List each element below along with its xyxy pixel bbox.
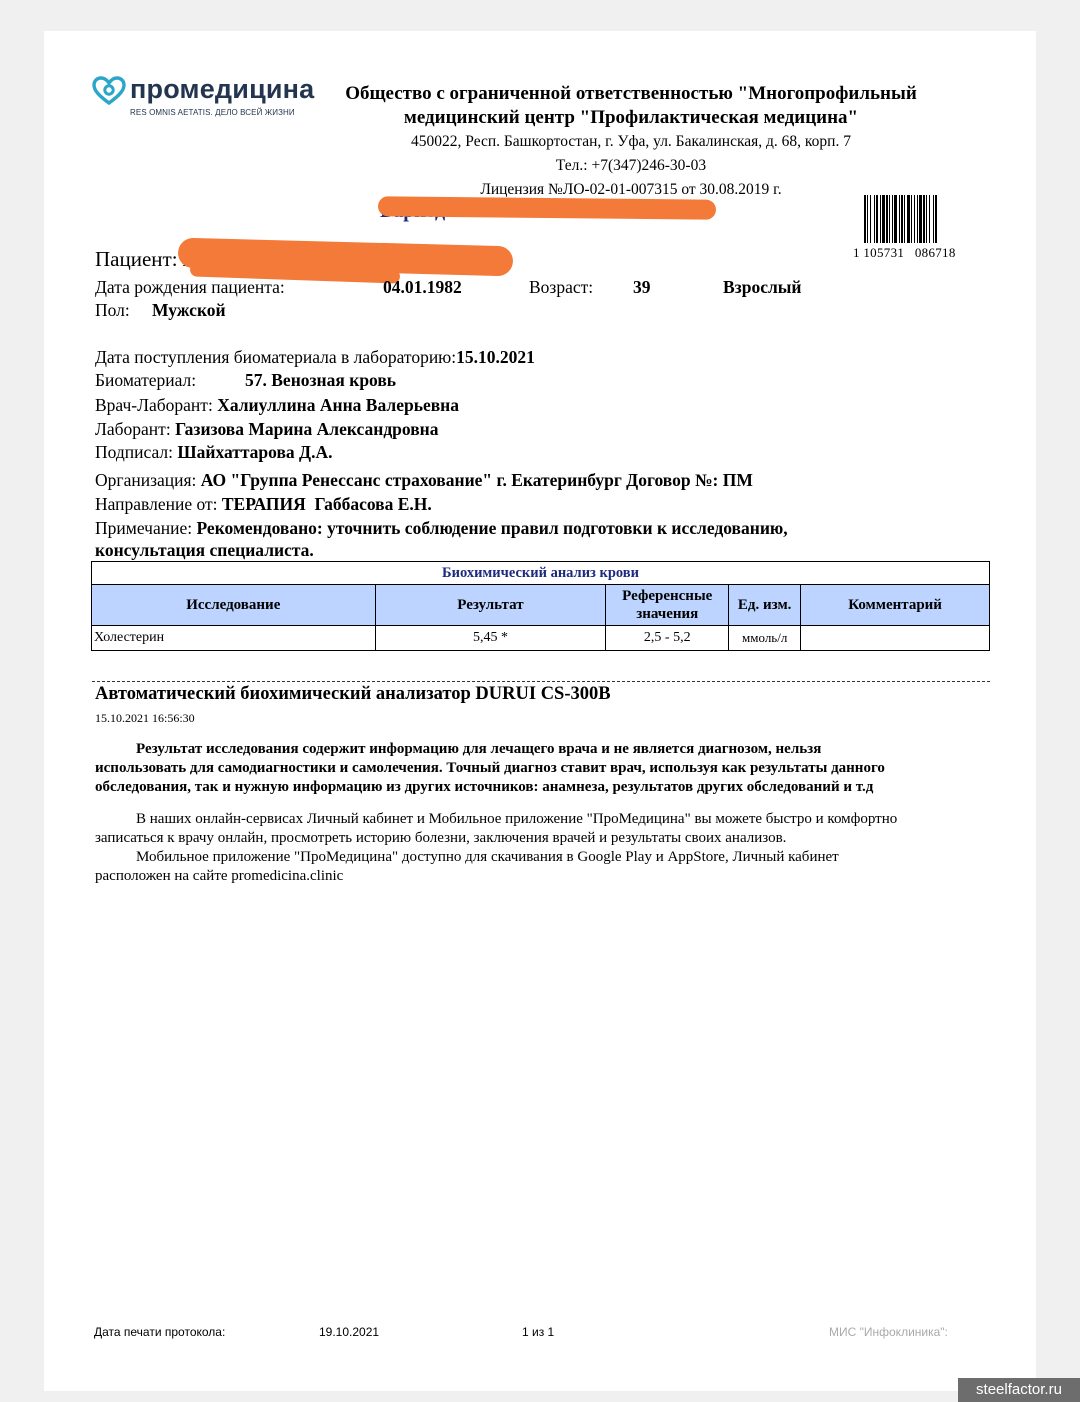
unit-cell: ммоль/л [729, 626, 801, 651]
note-row [95, 518, 788, 539]
referral-value: ТЕРАПИЯ Габбасова Е.Н. [221, 494, 432, 514]
doctor-value: Халиуллина Анна Валерьевна [217, 395, 460, 415]
site-watermark: steelfactor.ru [958, 1378, 1080, 1402]
organization-header [300, 82, 962, 202]
received-value: 15.10.2021 [456, 347, 535, 367]
org-license: Лицензия №ЛО-02-01-007315 от 30.08.2019 г. [480, 181, 782, 198]
table-caption: Биохимический анализ крови [92, 562, 990, 585]
age-category: Взрослый [723, 277, 802, 297]
print-date-value: 19.10.2021 [319, 1325, 380, 1339]
barcode-bar [889, 195, 890, 243]
analyzer-timestamp: 15.10.2021 16:56:30 [95, 711, 195, 725]
dob-label: Дата рождения пациента: [95, 277, 285, 297]
barcode-bar [923, 195, 925, 243]
disclaimer-line: обследования, так и нужную информацию из других источников: анамнеза, результатов других обследований и т.д [95, 779, 874, 795]
barcode-bar [892, 195, 893, 243]
logo-wordmark: промедицина [130, 74, 315, 104]
barcode-bar [911, 195, 912, 243]
note-value-line1: Рекомендовано: уточнить соблюдение правил подготовки к исследованию, [196, 518, 788, 538]
biomaterial-value: 57. Венозная кровь [245, 370, 397, 390]
patient-label: Пациент: [95, 247, 178, 271]
system-name: МИС "Инфоклиника": [829, 1325, 948, 1339]
dob-value: 04.01.1982 [383, 277, 462, 297]
barcode-bar [935, 195, 937, 243]
barcode-bar [914, 195, 915, 243]
info-line: В наших онлайн-сервисах Личный кабинет и Мобильное приложение "ПроМедицина" вы можете быстро и комфортно [136, 811, 898, 827]
column-header: Результат [375, 585, 606, 626]
org-name-line1: Общество с ограниченной ответственностью "Многопрофильный [345, 83, 917, 104]
disclaimer-line: использовать для самодиагностики и самолечения. Точный диагноз ставит врач, используя как результаты данного [95, 760, 885, 776]
table-row [92, 626, 990, 651]
org-address: 450022, Респ. Башкортостан, г. Уфа, ул. Бакалинская, д. 68, корп. 7 [411, 133, 851, 150]
organization-label: Организация: [95, 470, 197, 490]
column-header: Референсные значения [606, 585, 729, 626]
barcode-bar [933, 195, 934, 243]
sex-value: Мужской [152, 300, 226, 320]
print-date-label: Дата печати протокола: [94, 1325, 226, 1339]
column-header: Ед. изм. [729, 585, 801, 626]
barcode-bar [867, 195, 868, 243]
logo-tagline: RES OMNIS AETATIS. ДЕЛО ВСЕЙ ЖИЗНИ [130, 108, 295, 117]
lab-value: Газизова Марина Александровна [175, 419, 439, 439]
barcode-number [853, 245, 956, 261]
barcode-bar [899, 195, 900, 243]
organization-value: АО "Группа Ренессанс страхование" г. Екатеринбург Договор №: ПМ [200, 470, 753, 490]
received-label: Дата поступления биоматериала в лабораторию: [95, 347, 457, 367]
received-row [95, 347, 535, 368]
comment-cell [801, 626, 990, 651]
table-caption-row [92, 562, 990, 585]
barcode-image [862, 195, 982, 243]
note-value-line2: консультация специалиста. [95, 540, 314, 560]
referral-row [95, 494, 432, 515]
barcode-bar [880, 195, 881, 243]
sex-label: Пол: [95, 300, 130, 320]
column-header: Исследование [92, 585, 376, 626]
doctor-label: Врач-Лаборант: [95, 395, 213, 415]
analyzer-title: Автоматический биохимический анализатор DURUI CS-300B [95, 684, 611, 704]
barcode-bar [929, 195, 930, 243]
barcode-digit-b: 105731 [863, 245, 905, 260]
signed-value: Шайхаттарова Д.А. [177, 442, 333, 462]
age-value: 39 [633, 277, 651, 297]
signed-label: Подписал: [95, 442, 174, 462]
doctor-row [95, 395, 459, 416]
heart-logo-icon [92, 76, 126, 106]
org-name-line2: медицинский центр "Профилактическая медицина" [403, 107, 859, 128]
referral-label: Направление от: [95, 494, 218, 514]
barcode-bar [919, 195, 922, 243]
organization-row [95, 470, 753, 491]
biomaterial-label: Биоматериал: [95, 370, 197, 390]
barcode-bar [870, 195, 871, 243]
barcode-bar [882, 195, 885, 243]
barcode-bar [907, 195, 910, 243]
barcode-bar [917, 195, 918, 243]
info-paragraph [95, 810, 990, 886]
page-counter: 1 из 1 [522, 1325, 555, 1339]
section-divider [92, 681, 990, 682]
barcode-digit-a: 1 [853, 245, 860, 260]
redaction-mark [378, 196, 716, 220]
info-line: Мобильное приложение "ПроМедицина" доступно для скачивания в Google Play и AppStore, Личный кабинет [136, 849, 839, 865]
barcode-bar [864, 195, 866, 243]
note-label: Примечание: [95, 518, 193, 538]
org-phone: Тел.: +7(347)246-30-03 [555, 157, 707, 174]
barcode-bar [901, 195, 903, 243]
barcode-bar [926, 195, 927, 243]
result-cell: 5,45 * [375, 626, 606, 651]
barcode-bar [894, 195, 897, 243]
test-name-cell: Холестерин [92, 626, 376, 651]
disclaimer-line: Результат исследования содержит информацию для лечащего врача и не является диагнозом, нельзя [136, 741, 822, 757]
table-header-row [92, 585, 990, 626]
barcode-digit-c: 086718 [914, 245, 956, 260]
barcode-bar [874, 195, 875, 243]
barcode-bar [876, 195, 878, 243]
lab-label: Лаборант: [95, 419, 171, 439]
signed-row [95, 442, 332, 463]
barcode-bar [904, 195, 905, 243]
age-label: Возраст: [529, 277, 594, 297]
column-header: Комментарий [801, 585, 990, 626]
info-line: расположен на сайте promedicina.clinic [95, 868, 344, 884]
info-line: записаться к врачу онлайн, просмотреть историю болезни, заключения врачей и результаты своих анализов. [95, 830, 787, 846]
lab-row [95, 419, 439, 440]
reference-cell: 2,5 - 5,2 [606, 626, 729, 651]
results-table [91, 561, 990, 651]
barcode-bar [886, 195, 888, 243]
disclaimer-paragraph [95, 740, 990, 797]
